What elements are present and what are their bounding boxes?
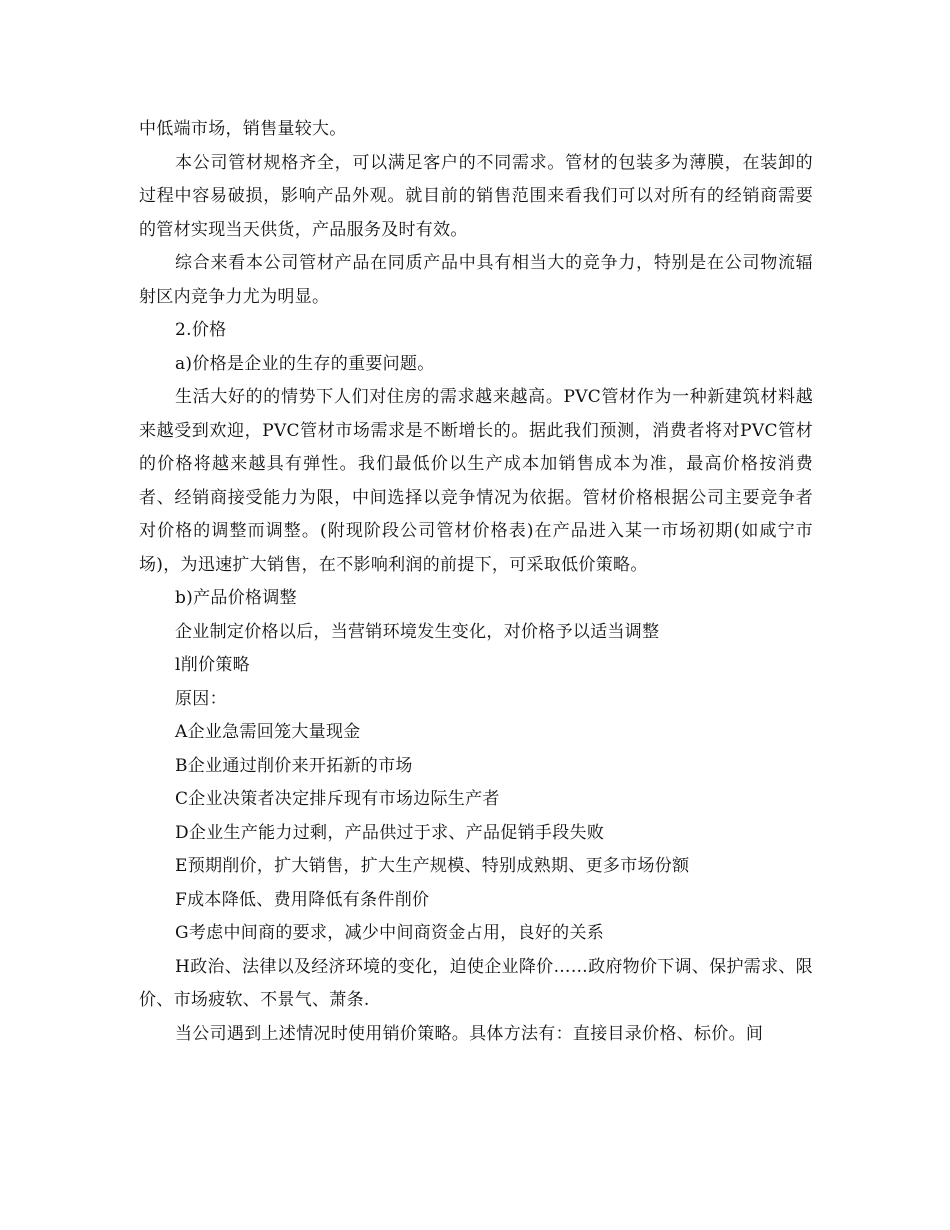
label-reasons: 原因： (175, 688, 227, 709)
subheading-price-cut-strategy: l削价策略 (175, 655, 250, 675)
list-item-reason-b: B企业通过削价来开拓新的市场 (175, 755, 413, 776)
paragraph-competitiveness: 综合来看本公司管材产品在同质产品中具有相当大的竞争力，特别是在公司物流辐射区内竞争力尤为明显。 (139, 253, 813, 307)
subheading-price-importance: a)价格是企业的生存的重要问题。 (175, 353, 435, 374)
paragraph-adjustment-intro: 企业制定价格以后，当营销环境发生变化，对价格予以适当调整 (175, 621, 660, 642)
subheading-price-adjustment: b)产品价格调整 (175, 588, 297, 608)
paragraph-price-cut-methods: 当公司遇到上述情况时使用销价策略。具体方法有：直接目录价格、标价。间 (175, 1023, 764, 1044)
paragraph-pricing-strategy: 生活大好的的情势下人们对住房的需求越来越高。PVC管材作为一种新建筑材料越来越受到欢迎，PVC管材市场需求是不断增长的。据此我们预测，消费者将对PVC管材的价格将越来越具有弹性。我们最低价以生产成本加销售成本为准，最高价格按消费者、经销商接受能力为限，中间选择以竞争情况为依据。管材价格根据公司主要竞争者对价格的调整而调整。(附现阶段公司管材价格表)在产品进入某一市场初期(如咸宁市场)，为迅速扩大销售，在不影响利润的前提下，可采取低价策略。 (139, 387, 813, 575)
document-body (139, 113, 813, 1051)
list-item-reason-g: G考虑中间商的要求，减少中间商资金占用，良好的关系 (175, 923, 605, 943)
list-item-reason-h: H政治、法律以及经济环境的变化，迫使企业降价……政府物价下调、保护需求、限价、市场疲软、不景气、萧条. (139, 956, 813, 1010)
section-heading-price: 2.价格 (175, 320, 227, 340)
paragraph-market-summary: 中低端市场，销售量较大。 (139, 119, 347, 139)
list-item-reason-c: C企业决策者决定排斥现有市场边际生产者 (175, 789, 500, 809)
list-item-reason-a: A企业急需回笼大量现金 (175, 722, 361, 742)
list-item-reason-d: D企业生产能力过剩，产品供过于求、产品促销手段失败 (175, 822, 605, 843)
list-item-reason-e: E预期削价，扩大销售，扩大生产规模、特别成熟期、更多市场份额 (175, 856, 690, 876)
paragraph-pipe-specs: 本公司管材规格齐全，可以满足客户的不同需求。管材的包装多为薄膜，在装卸的过程中容易破损，影响产品外观。就目前的销售范围来看我们可以对所有的经销商需要的管材实现当天供货，产品服务及时有效。 (139, 152, 813, 240)
list-item-reason-f: F成本降低、费用降低有条件削价 (175, 889, 430, 910)
